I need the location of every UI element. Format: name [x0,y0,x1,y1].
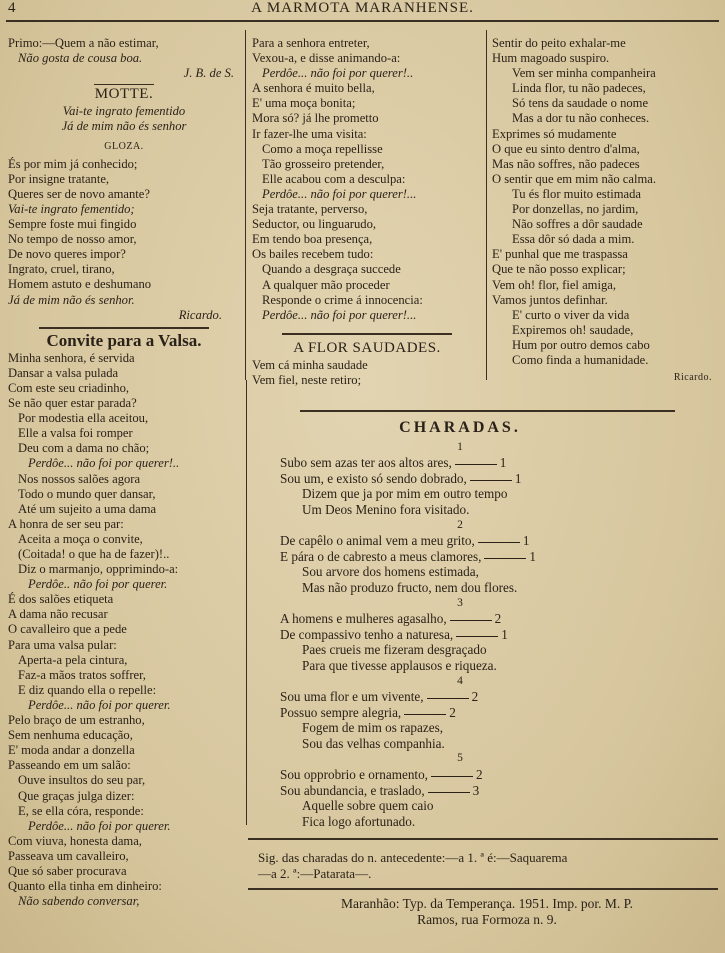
poem-line: Como finda a humanidade. [512,352,649,367]
charada-text: Paes crueis me fizeram desgraçado [302,642,487,658]
charada-text: Fogem de mim os rapazes, [302,720,443,736]
poem-line: A honra de ser seu par: [8,516,124,531]
charada-dash [450,611,492,621]
poem-line: O cavalleiro que a pede [8,622,127,637]
charada-text: De capêlo o animal vem a meu grito, [280,533,475,549]
poem-signature: Ricardo. [673,372,712,384]
charada-text: A homens e mulheres agasalho, [280,611,447,627]
charada-text: Sou das velhas companhia. [302,735,445,751]
charada-syllable-count: 1 [499,455,507,471]
newspaper-title: A MARMOTA MARANHENSE. [251,0,474,16]
charada-line [280,783,640,799]
charadas-list [280,440,640,830]
charada-text: Sou abundancia, e traslado, [280,782,425,798]
poem-line: Por insigne tratante, [8,171,110,186]
poem-line: Minha senhora, é servida [8,350,135,365]
charada-line [280,471,640,487]
charada-text: Para que tivesse applausos e riqueza. [302,657,497,673]
poem-line: E' moda andar a donzella [8,743,135,758]
charada-syllable-count: 2 [494,611,502,627]
poem-line: Tão grosseiro pretender, [262,156,385,171]
poem-line: Quanto ella tinha em dinheiro: [8,879,162,894]
charada-dash [431,767,473,777]
section-rule [94,84,154,85]
poem-line: Passeava um cavalleiro, [8,848,129,863]
poem-line: Nos nossos salões agora [18,471,141,486]
charada-number: 3 [457,596,463,609]
poem-line: Até um sujeito a uma dama [18,501,157,516]
charada-syllable-count: 1 [529,548,536,564]
poem-line: Perdôe... não foi por querer!... [262,186,417,201]
poem-line: A dama não recusar [8,607,108,622]
poem-line: Elle a valsa foi romper [18,426,133,441]
poem-line: Por donzellas, no jardim, [512,202,639,217]
poem-line: Em tendo boa presença, [252,232,373,247]
charada-syllable-count: 2 [475,767,483,783]
poem-line: Por modestia ella aceitou, [18,411,149,426]
column-2 [252,36,482,388]
charada-line [280,689,640,705]
poem-signature: J. B. de S. [183,66,234,81]
charada-dash [484,549,526,559]
poem-line: Perdôe... não foi por querer. [28,697,171,712]
poem-line: Vamos juntos definhar. [492,292,608,307]
poem-line: Já de mim não és senhor. [8,292,135,307]
charada-text: E pára o de cabresto a meus clamores, [280,548,482,564]
poem-line: Sempre foste mui fingido [8,217,137,232]
poem-line: Faz-a mãos tratos soffrer, [18,667,146,682]
poem-line: Mora só? já lhe prometto [252,111,379,126]
poem-line: Aperta-a pela cintura, [18,652,128,667]
charada-text: Aquelle sobre quem caio [302,798,434,814]
poem-line: É dos salões etiqueta [8,592,114,607]
poem-line: Não gosta de cousa boa. [18,51,143,66]
charada-text: De compassivo tenho a naturesa, [280,626,454,642]
charada-line [280,642,640,658]
charada-number: 2 [457,518,463,531]
poem-line: Elle acabou com a desculpa: [262,171,406,186]
poem-line: Os bailes recebem tudo: [252,247,374,262]
poem-line: Vai-te ingrato fementido; [8,201,135,216]
poem-line: E' uma moça bonita; [252,96,356,111]
solutions-note [258,850,718,882]
charada-number: 5 [457,752,463,765]
charadas-title: CHARADAS. [399,419,521,436]
charada-syllable-count: 1 [501,626,508,642]
page-header [6,0,719,18]
charada-number: 4 [457,674,463,687]
poem-signature: Ricardo. [178,307,222,322]
poem-line: Perdôe... não foi por querer!... [262,307,417,322]
saudades-continued [492,36,720,368]
poem-line: De novo queres impor? [8,247,126,262]
charada-line [280,580,640,596]
charada-text: Sou opprobrio e ornamento, [280,767,428,783]
poem-line: Seja tratante, perverso, [252,202,368,217]
charada-syllable-count: 1 [514,470,522,486]
charada-line [280,736,640,752]
poem-line: E' punhal que me traspassa [492,247,628,262]
poem-line: Perdôe... não foi por querer!.. [28,456,180,471]
solutions-line: Sig. das charadas do n. antecedente:—a 1. ª é:—Saquarema [258,850,568,865]
poem-line: Não sabendo conversar, [18,894,140,909]
poem-line: Diz o marmanjo, opprimindo-a: [18,562,179,577]
charada-line [280,486,640,502]
column-divider-2 [486,30,487,380]
charada-line [280,549,640,565]
imprint-line: Maranhão: Typ. da Temperança. 1951. Imp. por. M. P. [341,896,633,911]
poem-line: Com este seu criadinho, [8,380,130,395]
charada-dash [428,783,470,793]
charada-text: Sou arvore dos homens estimada, [302,564,479,580]
charada-syllable-count: 2 [471,689,479,705]
poem-line: Para a senhora entreter, [252,36,370,50]
charada-line [280,720,640,736]
poem-line: O que eu sinto dentro d'alma, [492,141,640,156]
charada-text: Sou uma flor e um vivente, [280,689,424,705]
charada-line [280,658,640,674]
poem-line: Ingrato, cruel, tirano, [8,262,115,277]
poem-line: Sem nenhuma educação, [8,728,133,743]
imprint [262,896,712,928]
poem-line: Que só saber procurava [8,863,127,878]
poem-line: Vem ser minha companheira [512,66,656,81]
poem-line: Homem astuto e deshumano [8,277,152,292]
convite-poem [8,351,240,909]
charada-text: Dizem que ja por mim em outro tempo [302,486,508,502]
charada-text: Possuo sempre alegria, [280,704,402,720]
poem-line: (Coitada! o que ha de fazer)!.. [18,547,170,561]
charada-dash [427,689,469,699]
motte-line: Vai-te ingrato fementido [62,104,186,119]
charadas-top-rule [300,410,675,412]
poem-line: És por mim já conhecido; [8,156,138,171]
header-rule [6,20,719,22]
poem-line: Vem oh! flor, fiel amiga, [492,277,616,292]
poem-line: Que te não posso explicar; [492,262,626,277]
poem-line: Como a moça repellisse [262,141,383,156]
motte-line: Já de mim não és senhor [61,119,187,134]
solutions-line: —a 2. ª:—Patarata—. [258,866,372,881]
poem-line: Vexou-a, e disse animando-a: [252,51,401,66]
poem-line: Linda flor, tu não padeces, [512,81,646,96]
poem-line: Ir fazer-lhe uma visita: [252,126,367,141]
poem-line: Essa dôr só dada a mim. [512,232,635,247]
poem-line: Seductor, ou linguarudo, [252,217,377,232]
footer-rule-2 [248,888,718,890]
poem-line: Hum magoado suspiro. [492,51,610,66]
poem-line: Não soffres a dôr saudade [512,217,643,232]
column-1 [8,36,240,909]
gloza-title: GLOZA. [104,140,144,152]
poem-line: Mas a dor tu não conheces. [512,111,650,126]
poem-line: Que graças julga dizer: [18,788,135,803]
poem-line: Se não quer estar parada? [8,396,137,411]
poem-line: Vem cá minha saudade [252,357,368,372]
column-divider-3 [246,380,247,825]
charada-line [280,798,640,814]
charada-line [280,767,640,783]
poem-line: Vem fiel, neste retiro; [252,372,362,387]
charada-dash [478,533,520,543]
poem-line: Queres ser de novo amante? [8,186,150,201]
poem-line: Todo o mundo quer dansar, [18,486,156,501]
charada-line [280,502,640,518]
charada-line [280,814,640,830]
charada-line [280,564,640,580]
poem-line: Com viuva, honesta dama, [8,833,142,848]
poem-line: E, se ella córa, responde: [18,803,144,818]
column-3 [492,36,720,385]
poem-line: Só tens da saudade o nome [512,96,649,111]
motte-title: MOTTE. [94,86,154,103]
charada-number: 1 [457,440,463,453]
poem-line: Expiremos oh! saudade, [512,322,634,337]
charada-syllable-count: 2 [449,704,456,720]
poem-line: Aceita a moça o convite, [18,531,143,546]
poem-line: Primo:—Quem a não estimar, [8,36,159,50]
charadas-section [280,420,640,829]
poem-line: No tempo de nosso amor, [8,232,137,247]
saudades-title: A FLOR SAUDADES. [293,339,441,356]
column-divider-1 [245,30,246,380]
poem-line: Passeando em um salão: [8,758,131,773]
convite-title: Convite para a Valsa. [46,330,202,350]
charada-line [280,611,640,627]
charada-dash [456,627,498,637]
poem-line: Mas não soffres, não padeces [492,156,640,171]
page-number: 4 [8,0,16,16]
poem-line: Perdôe.. não foi por querer. [28,577,168,592]
charada-text: Fica logo afortunado. [302,813,416,829]
section-rule [282,333,452,335]
poem-line: Exprimes só mudamente [492,126,617,141]
poem-line: Dansar a valsa pulada [8,365,119,380]
poem-line: Pelo braço de um estranho, [8,713,145,728]
poem-line: E diz quando ella o repelle: [18,682,157,697]
charada-text: Subo sem azas ter aos altos ares, [280,455,452,471]
charada-line [280,455,640,471]
charada-syllable-count: 1 [522,533,530,549]
poem-line: Perdôe... não foi por querer!.. [262,66,414,81]
charada-text: Sou um, e existo só sendo dobrado, [280,470,467,486]
charada-text: Mas não produzo fructo, nem dou flores. [302,579,518,595]
poem-line: Perdôe... não foi por querer. [28,818,171,833]
charada-dash [455,455,497,465]
charada-dash [404,705,446,715]
convite-continued [252,36,482,323]
charada-dash [470,471,512,481]
charada-text: Um Deos Menino fora visitado. [302,501,470,517]
imprint-line: Ramos, rua Formoza n. 9. [417,912,557,927]
poem-line: E' curto o viver da vida [512,307,630,322]
gloza-poem [8,157,240,308]
poem-line: A qualquer mão proceder [262,277,390,292]
poem-line: Para uma valsa pular: [8,637,117,652]
charada-line [280,533,640,549]
footer-rule-1 [248,838,718,840]
section-rule [39,327,209,329]
poem-line: Hum por outro demos cabo [512,337,650,352]
charada-line [280,705,640,721]
poem-line: Responde o crime á innocencia: [262,292,423,307]
poem-line: Quando a desgraça succede [262,262,401,277]
charada-syllable-count: 3 [472,782,480,798]
charada-line [280,627,640,643]
poem-line: O sentir que em mim não calma. [492,171,657,186]
poem-line: Deu com a dama no chão; [18,441,150,456]
poem-line: Ouve insultos do seu par, [18,773,146,788]
poem-line: Sentir do peito exhalar-me [492,36,626,50]
poem-line: A senhora é muito bella, [252,81,375,96]
poem-line: Tu és flor muito estimada [512,186,641,201]
